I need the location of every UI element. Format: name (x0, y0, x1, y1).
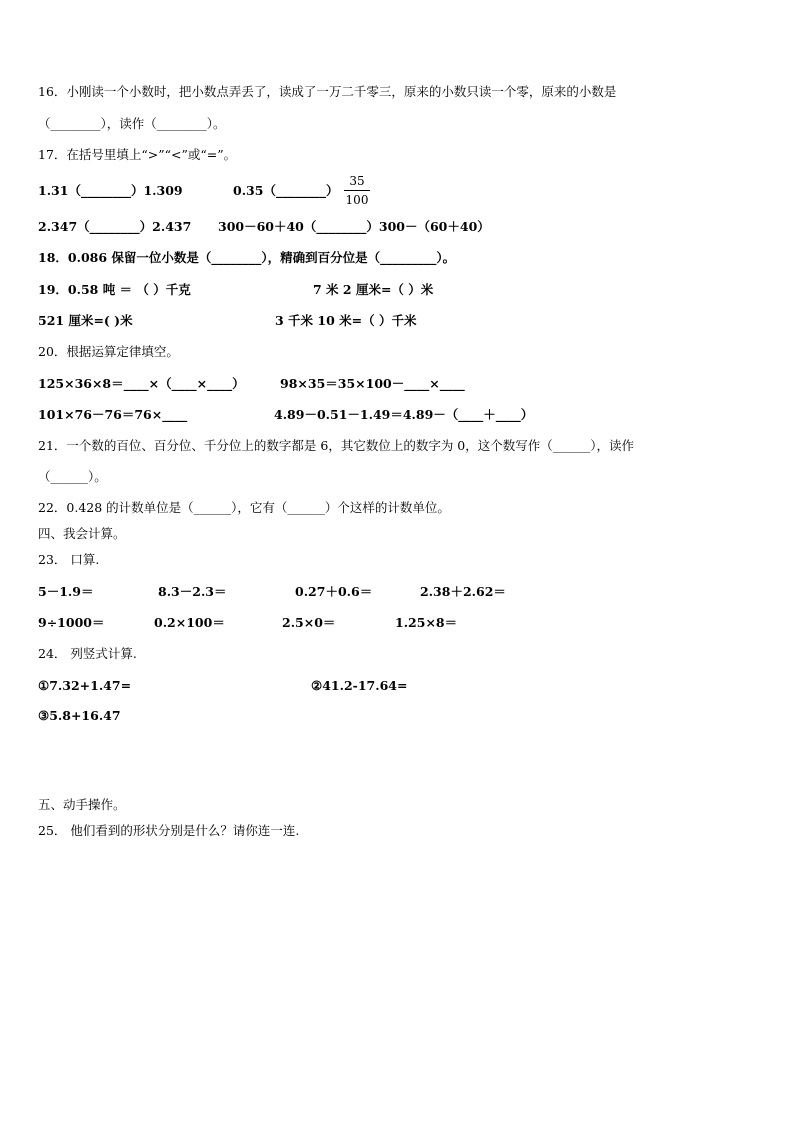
q17-item-a: 1.31（________）1.309 (38, 183, 183, 198)
q16-line1: 16．小刚读一个小数时，把小数点弄丢了，读成了一万二千零三，原来的小数只读一个零，原来的小数是 (38, 84, 617, 99)
q20-item-b: 98×35＝35×100－____×____ (280, 376, 465, 391)
oral-calc-item: 0.27＋0.6＝ (295, 584, 373, 599)
fraction-denominator: 100 (345, 193, 369, 207)
oral-calc-item: 0.2×100＝ (154, 615, 225, 630)
fraction-bar (344, 190, 370, 191)
oral-calc-item: 1.25×8＝ (395, 615, 458, 630)
q19-item-c: 521 厘米=( )米 (38, 313, 133, 328)
oral-calc-item: 8.3－2.3＝ (158, 584, 227, 599)
vertical-calc-item: ③5.8+16.47 (38, 708, 121, 723)
q20-item-a: 125×36×8＝____×（____×____） (38, 376, 245, 391)
q16-line2: （________），读作（________）。 (38, 116, 226, 131)
q24-title: 24． 列竖式计算. (38, 646, 137, 661)
q17-item-c: 2.347（________）2.437 (38, 219, 192, 234)
q23-title: 23． 口算. (38, 552, 100, 567)
q19-item-d: 3 千米 10 米=（ ）千米 (275, 313, 417, 328)
q19-item-a: 19．0.58 吨 ＝ （ ）千克 (38, 282, 191, 297)
oral-calc-item: 2.5×0＝ (282, 615, 336, 630)
q21-line1: 21．一个数的百位、百分位、千分位上的数字都是 6，其它数位上的数字为 0，这个数写作（______），读作 (38, 438, 635, 453)
section-4-heading: 四、我会计算。 (38, 526, 126, 541)
q17-item-d: 300－60＋40（________）300－（60＋40） (218, 219, 490, 234)
q21-line2: （______）。 (38, 469, 107, 484)
oral-calc-item: 5－1.9＝ (38, 584, 94, 599)
q20-item-c: 101×76－76＝76×____ (38, 407, 188, 422)
q22-text: 22．0.428 的计数单位是（______），它有（______）个这样的计数单位。 (38, 500, 450, 515)
q20-item-d: 4.89－0.51－1.49＝4.89－（____＋____） (274, 407, 534, 422)
vertical-calc-item: ①7.32+1.47= (38, 678, 132, 693)
q20-title: 20．根据运算定律填空。 (38, 344, 179, 359)
q17-title: 17．在括号里填上“>”“<”或“=”。 (38, 147, 237, 162)
q18-text: 18．0.086 保留一位小数是（________），精确到百分位是（_________）。 (38, 250, 456, 265)
q17-item-b: 0.35（________） (233, 183, 339, 198)
fraction-35-100 (344, 174, 370, 207)
q25-text: 25． 他们看到的形状分别是什么？请你连一连. (38, 823, 300, 838)
oral-calc-item: 9÷1000＝ (38, 615, 105, 630)
section-5-heading: 五、动手操作。 (38, 797, 126, 812)
vertical-calc-item: ②41.2-17.64= (311, 678, 408, 693)
oral-calc-item: 2.38＋2.62＝ (420, 584, 506, 599)
q19-item-b: 7 米 2 厘米=（ ）米 (313, 282, 434, 297)
fraction-numerator: 35 (349, 174, 365, 188)
